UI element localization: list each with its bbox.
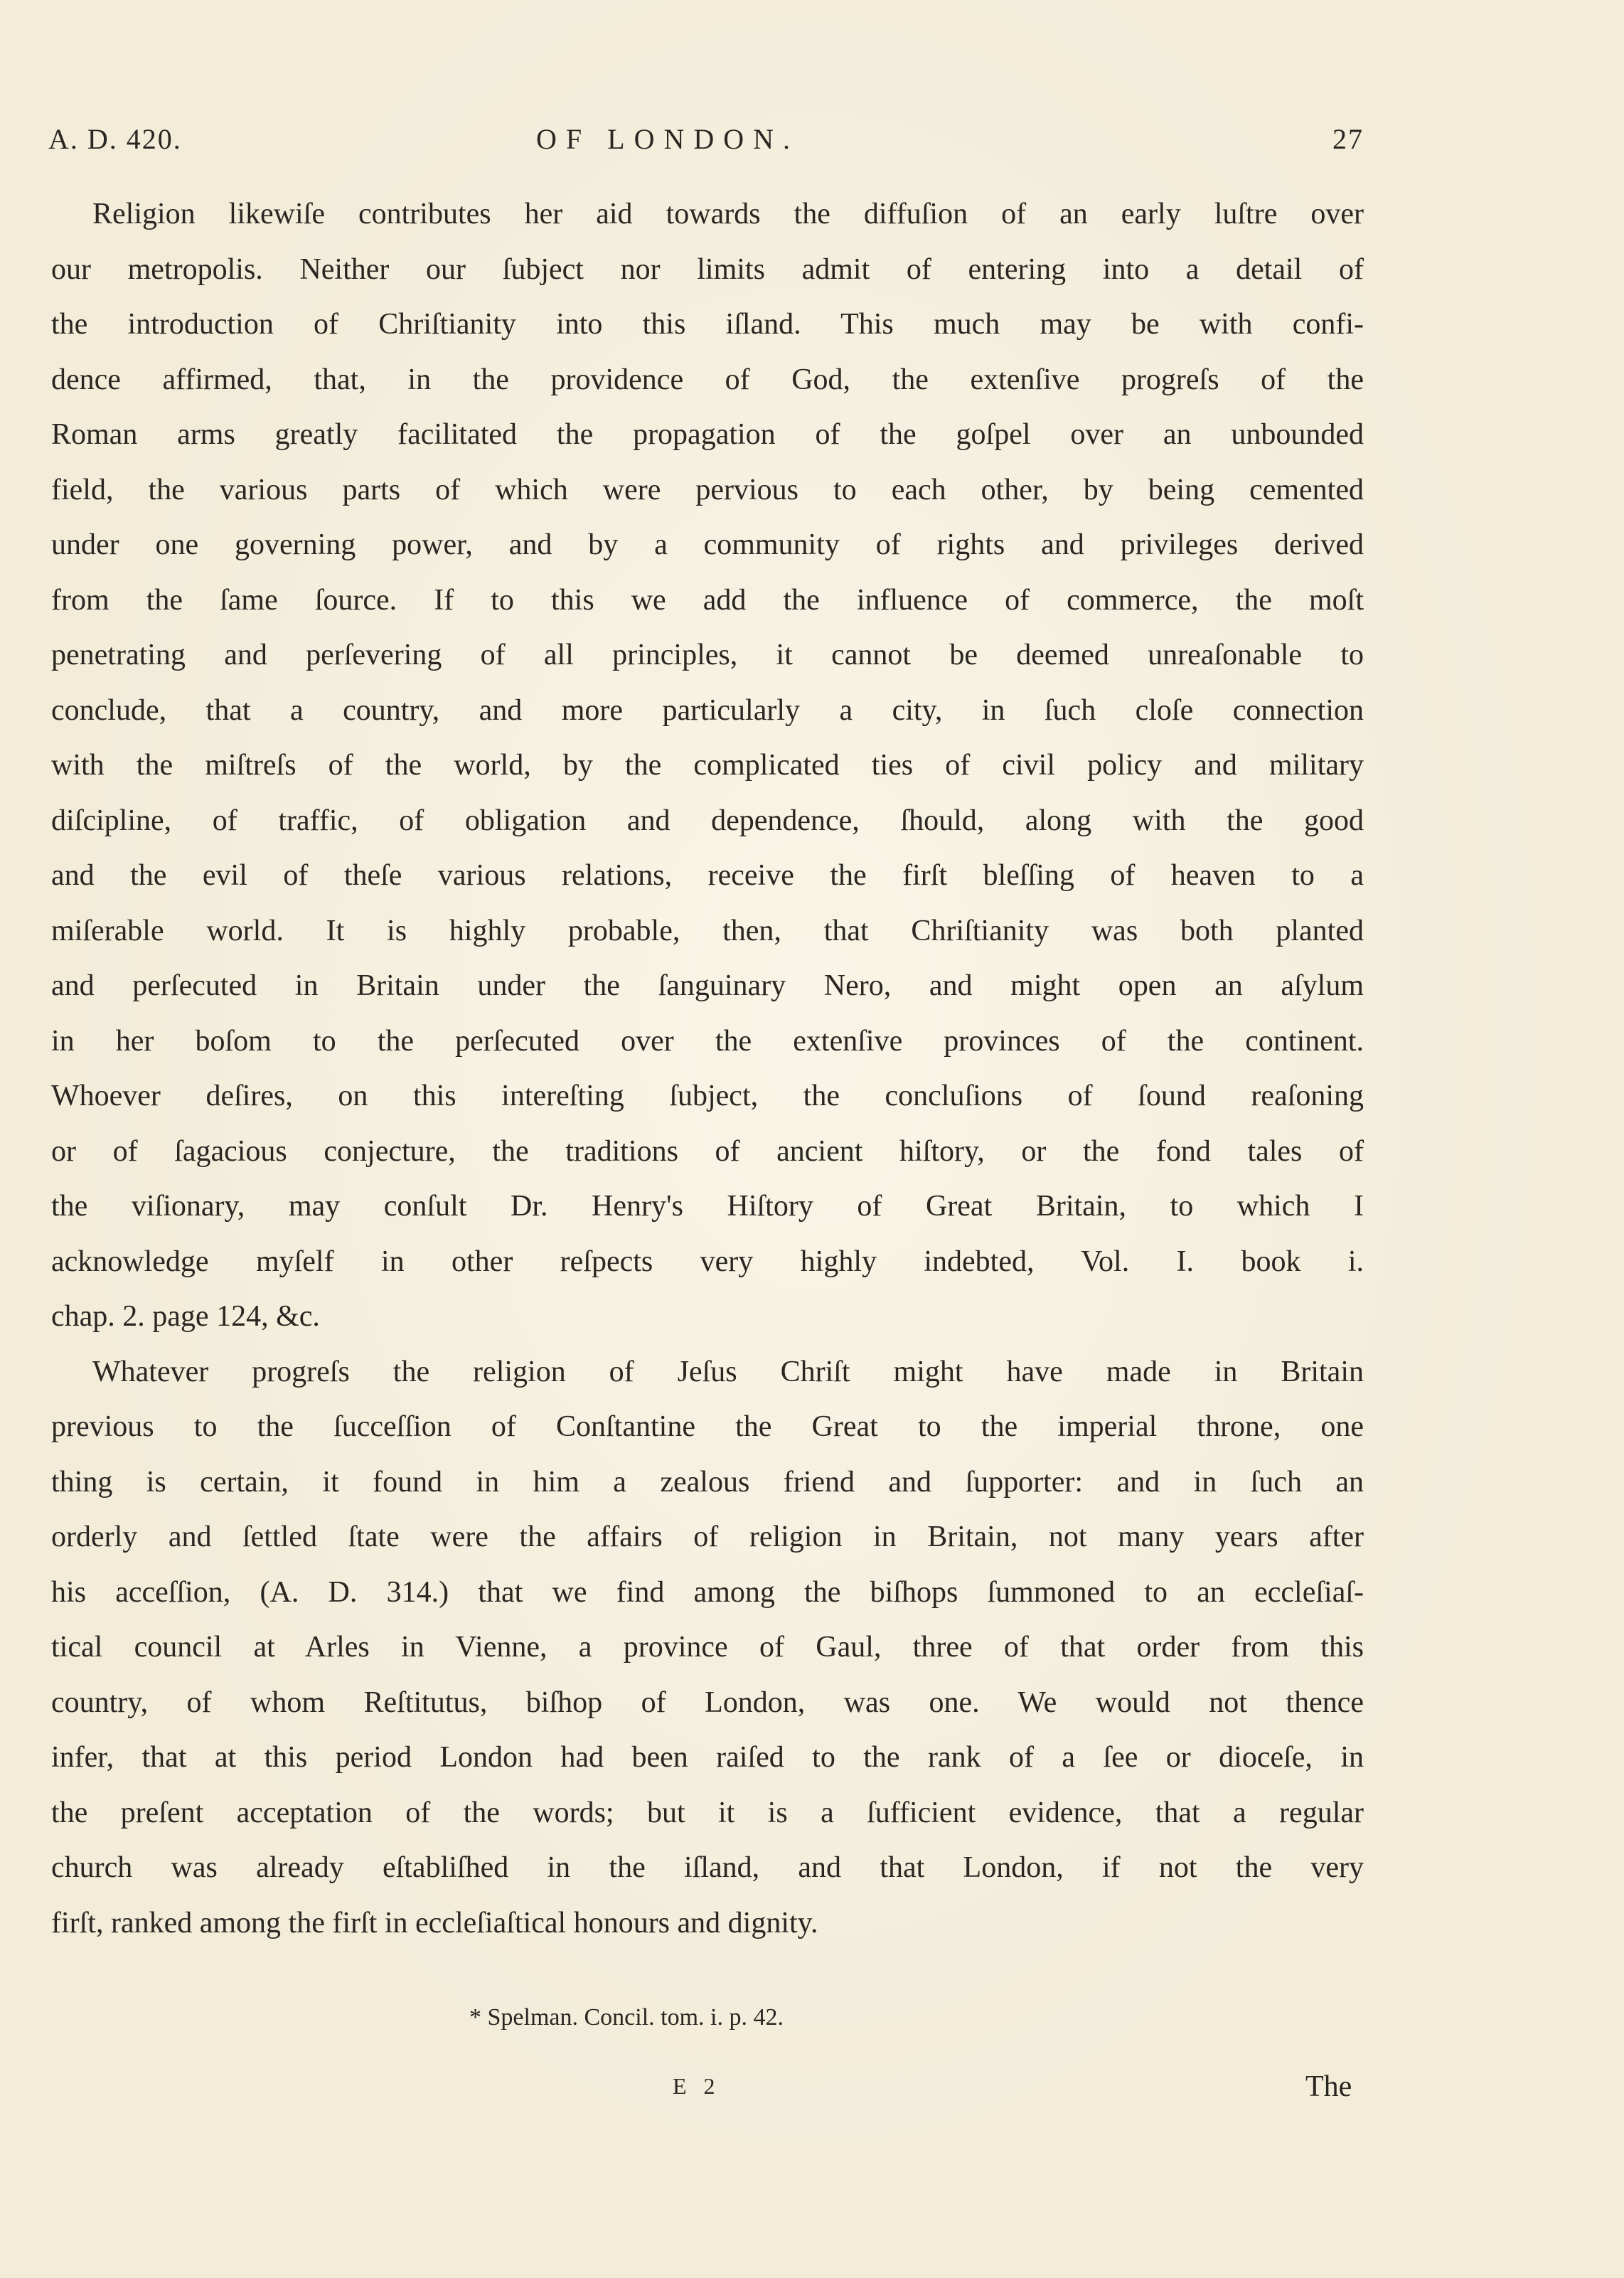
- text-line: his acceſſion, (A. D. 314.) that we find among the biſhops ſummoned to an eccleſiaſ-: [51, 1575, 1364, 1609]
- text-line: Religion likewiſe contributes her aid towards the diffuſion of an early luſtre over: [92, 198, 1364, 230]
- text-line: church was already eſtabliſhed in the iſland, and that London, if not the very: [51, 1851, 1364, 1884]
- text-line: orderly and ſettled ſtate were the affairs of religion in Britain, not many years after: [51, 1521, 1364, 1553]
- page-number: 27: [1332, 123, 1364, 155]
- text-line: under one governing power, and by a community of rights and privileges derived: [51, 528, 1364, 561]
- text-line: thing is certain, it found in him a zealous friend and ſupporter: and in ſuch an: [51, 1465, 1364, 1499]
- header-year: A. D. 420.: [48, 123, 182, 155]
- text-line: Roman arms greatly facilitated the propagation of the goſpel over an unbounded: [51, 418, 1364, 451]
- text-line: and the evil of theſe various relations, receive the firſt bleſſing of heaven to a: [51, 859, 1364, 892]
- text-line: acknowledge myſelf in other reſpects very highly indebted, Vol. I. book i.: [51, 1245, 1364, 1278]
- header-title: OF LONDON.: [536, 123, 799, 155]
- running-head: [48, 122, 1364, 165]
- paragraph-2: [51, 1345, 1364, 1952]
- signature-mark: E 2: [673, 2073, 721, 2099]
- text-line: miſerable world. It is highly probable, then, that Chriſtianity was both planted: [51, 914, 1364, 947]
- text-line: dence affirmed, that, in the providence of God, the extenſive progreſs of the: [51, 363, 1364, 396]
- text-line: the preſent acceptation of the words; but it is a ſufficient evidence, that a regular: [51, 1796, 1364, 1829]
- text-line: diſcipline, of traffic, of obligation and dependence, ſhould, along with the good: [51, 804, 1364, 837]
- text-line: field, the various parts of which were pervious to each other, by being cemented: [51, 473, 1364, 506]
- text-line: the viſionary, may conſult Dr. Henry's Hiſtory of Great Britain, to which I: [51, 1190, 1364, 1223]
- text-line: tical council at Arles in Vienne, a province of Gaul, three of that order from this: [51, 1631, 1364, 1664]
- catchword: The: [1305, 2070, 1352, 2103]
- text-line: Whatever progreſs the religion of Jeſus Chriſt might have made in Britain: [92, 1355, 1364, 1388]
- footnote: * Spelman. Concil. tom. i. p. 42.: [469, 2004, 784, 2030]
- text-line: country, of whom Reſtitutus, biſhop of London, was one. We would not thence: [51, 1686, 1364, 1719]
- text-line: Whoever deſires, on this intereſting ſubject, the concluſions of ſound reaſoning: [51, 1080, 1364, 1112]
- body-text: [51, 187, 1364, 1951]
- text-line: chap. 2. page 124, &c.: [51, 1300, 320, 1333]
- text-line: our metropolis. Neither our ſubject nor limits admit of entering into a detail of: [51, 252, 1364, 286]
- text-line: with the miſtreſs of the world, by the complicated ties of civil policy and military: [51, 749, 1364, 782]
- text-line: and perſecuted in Britain under the ſanguinary Nero, and might open an aſylum: [51, 969, 1364, 1002]
- text-line: in her boſom to the perſecuted over the extenſive provinces of the continent.: [51, 1024, 1364, 1058]
- text-line: previous to the ſucceſſion of Conſtantine the Great to the imperial throne, one: [51, 1410, 1364, 1443]
- text-line: firſt, ranked among the firſt in eccleſiaſtical honours and dignity.: [51, 1906, 818, 1939]
- text-line: infer, that at this period London had been raiſed to the rank of a ſee or dioceſe, in: [51, 1741, 1364, 1774]
- text-line: penetrating and perſevering of all principles, it cannot be deemed unreaſonable to: [51, 639, 1364, 671]
- text-line: conclude, that a country, and more particularly a city, in ſuch cloſe connection: [51, 693, 1364, 727]
- paragraph-1: [51, 187, 1364, 1345]
- text-line: or of ſagacious conjecture, the traditions of ancient hiſtory, or the fond tales of: [51, 1134, 1364, 1168]
- text-line: the introduction of Chriſtianity into this iſland. This much may be with confi-: [51, 308, 1364, 341]
- text-line: from the ſame ſource. If to this we add the influence of commerce, the moſt: [51, 583, 1364, 617]
